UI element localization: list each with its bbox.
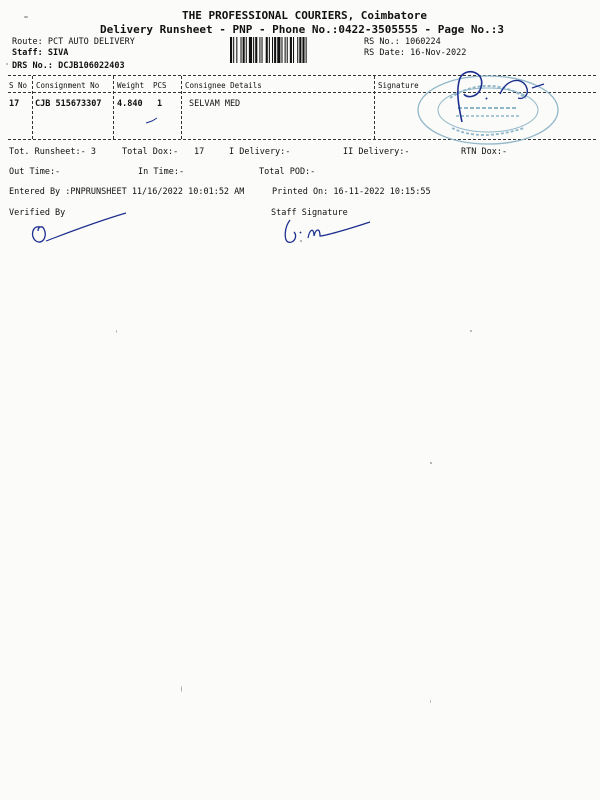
total-dox-value: 17 — [194, 147, 205, 157]
barcode-bar — [236, 37, 237, 63]
barcode-bar — [274, 37, 276, 63]
barcode-bar — [287, 37, 288, 63]
route-value: PCT AUTO DELIVERY — [47, 37, 135, 47]
barcode-bar — [243, 37, 245, 63]
scan-speck — [181, 686, 182, 692]
col-divider — [181, 76, 182, 139]
barcode-bar — [253, 37, 254, 63]
rs-no-value: 1060224 — [404, 37, 441, 47]
scan-speck — [300, 240, 302, 242]
barcode-bar — [285, 37, 286, 63]
scan-speck — [470, 330, 472, 332]
entered-by: Entered By :PNPRUNSHEET 11/16/2022 10:01:52 AM — [9, 187, 245, 197]
staff-label: Staff: — [12, 48, 43, 58]
drs-line — [12, 61, 125, 71]
runsheet-subtitle: Delivery Runsheet - PNP - Phone No.:0422-3505555 - Page No.:3 — [100, 23, 504, 36]
total-dox-label: Total Dox:- — [122, 147, 179, 157]
barcode-bar — [249, 37, 252, 63]
scan-speck — [430, 700, 431, 703]
verified-by-label: Verified By — [9, 208, 66, 218]
barcode-bar — [297, 37, 298, 63]
barcode-bar — [277, 37, 280, 63]
rs-date-line — [364, 48, 466, 58]
col-divider — [113, 76, 114, 139]
consignee-signature — [440, 64, 560, 134]
barcode-bar — [266, 37, 268, 63]
barcode-bar — [246, 37, 247, 63]
route-line — [12, 37, 135, 47]
cell-pcs: 1 — [157, 99, 163, 109]
company-title: THE PROFESSIONAL COURIERS, Coimbatore — [182, 9, 428, 22]
barcode-bar — [272, 37, 273, 63]
barcode-bar — [299, 37, 301, 63]
rs-date-label: RS Date: — [364, 48, 405, 58]
barcode-bar — [255, 37, 257, 63]
col-divider — [32, 76, 33, 139]
barcode-bar — [290, 37, 292, 63]
cell-sno: 17 — [9, 99, 20, 109]
rs-no-label: RS No.: — [364, 37, 400, 47]
route-label: Route: — [12, 37, 43, 47]
i-delivery: I Delivery:- — [229, 147, 291, 157]
barcode-bar — [281, 37, 282, 63]
col-header-consignee: Consignee Details — [185, 81, 262, 90]
printed-on: Printed On: 16-11-2022 10:15:55 — [272, 187, 431, 197]
barcode — [230, 37, 355, 63]
staff-line — [12, 48, 68, 58]
drs-label: DRS No.: — [12, 61, 53, 71]
col-header-signature: Signature — [378, 81, 419, 90]
col-header-pcs: PCS — [153, 81, 167, 90]
rs-date-value: 16-Nov-2022 — [410, 48, 467, 58]
ink-tick-mark — [144, 116, 160, 126]
barcode-bar — [306, 37, 307, 63]
cell-weight: 4.840 — [117, 99, 143, 109]
verifier-signature — [22, 205, 137, 250]
col-header-consignment: Consignment No — [36, 81, 100, 90]
barcode-bar — [269, 37, 270, 63]
scan-speck — [24, 16, 28, 18]
col-header-sno: S No — [9, 81, 28, 90]
barcode-bar — [302, 37, 304, 63]
drs-value: DCJB106022403 — [58, 61, 125, 71]
cell-consignment: CJB 515673307 — [35, 99, 102, 109]
out-time: Out Time:- — [9, 167, 61, 177]
barcode-bar — [262, 37, 263, 63]
barcode-bar — [230, 37, 232, 63]
col-header-weight: Weight — [117, 81, 145, 90]
barcode-bar — [233, 37, 234, 63]
ii-delivery: II Delivery:- — [343, 147, 410, 157]
total-runsheet: Tot. Runsheet:- 3 — [9, 147, 96, 157]
rtn-dox: RTN Dox:- — [461, 147, 508, 157]
barcode-bar — [241, 37, 242, 63]
scan-speck — [116, 330, 117, 333]
scan-speck — [430, 462, 432, 464]
col-divider — [374, 76, 375, 139]
barcode-bar — [259, 37, 260, 63]
total-pod: Total POD:- — [259, 167, 316, 177]
scan-speck — [6, 63, 8, 65]
rs-no-line — [364, 37, 441, 47]
cell-consignee: SELVAM MED — [189, 99, 241, 109]
staff-signature-label: Staff Signature — [271, 208, 348, 218]
staff-signature — [276, 212, 376, 252]
staff-value: SIVA — [47, 48, 69, 58]
in-time: In Time:- — [138, 167, 185, 177]
barcode-bar — [293, 37, 294, 63]
